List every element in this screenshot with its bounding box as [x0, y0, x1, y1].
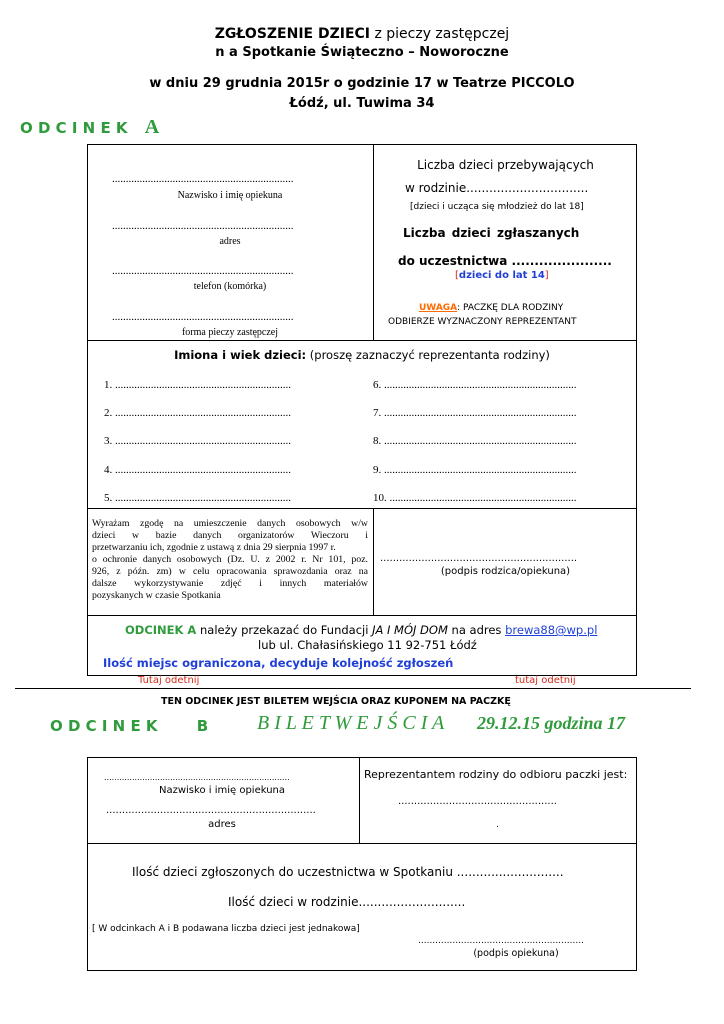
children-count-field[interactable]: w rodzinie................................ [405, 181, 589, 195]
age-limit-text: dzieci do lat 14 [458, 270, 545, 281]
header-line-2: n a Spotkanie Świąteczno – Noworoczne [215, 45, 509, 60]
care-form-caption: forma pieczy zastępczej [181, 327, 279, 338]
registered-count-note [455, 270, 549, 281]
header-title-bold: ZGŁOSZENIE DZIECI [214, 26, 371, 42]
child-entry-3[interactable]: 3. ................................................................ [104, 435, 291, 448]
child-entry-10[interactable]: 10. .................................................................... [373, 491, 577, 504]
warning-line-2: ODBIERZE WYZNACZONY REPREZENTANT [388, 317, 577, 327]
foundation-name: JA I MÓJ DOM [372, 623, 448, 637]
representative-field[interactable]: .................................................. [398, 796, 557, 807]
child-entry-6[interactable]: 6. ...................................................................... [373, 379, 577, 391]
children-heading [87, 348, 637, 362]
consent-line: o ochronie danych osobowych (Dz. U. z 2002 r. Nr 101, poz. [92, 554, 368, 565]
delivery-line-2: lub ul. Chałasińskiego 11 92-751 Łódź [258, 638, 477, 652]
warning-text: : PACZKĘ DLA RODZINY [457, 303, 564, 313]
ticket-date: 29.12.15 godzina 17 [477, 713, 626, 733]
section-a-letter: A [144, 116, 160, 138]
section-a-label [20, 116, 159, 139]
care-form-field[interactable]: .................................................................. [112, 311, 294, 323]
child-entry-2[interactable]: 2. ................................................................ [104, 407, 291, 420]
divider [373, 508, 374, 615]
parent-signature-field[interactable]: .............................................................. [380, 553, 578, 564]
delivery-label: ODCINEK A [125, 623, 197, 637]
divider [359, 757, 360, 843]
b-guardian-name-caption: Nazwisko i imię opiekuna [158, 785, 286, 796]
child-entry-8[interactable]: 8. ...................................................................... [373, 435, 577, 448]
delivery-text: należy przekazać do Fundacji [196, 623, 373, 637]
cut-here-left: Tutaj odetnij [138, 675, 200, 686]
children-heading-bold: Imiona i wiek dzieci: [174, 348, 307, 362]
header-line-4: Łódź, ul. Tuwima 34 [289, 96, 435, 111]
registered-count-label: Liczba dzieci zgłaszanych [403, 226, 580, 240]
count-equality-note: [ W odcinkach A i B podawana liczba dzieci jest jednakowa] [92, 924, 360, 934]
children-list-left [104, 371, 291, 512]
guardian-signature-caption: (podpis opiekuna) [473, 948, 559, 959]
guardian-name-field[interactable]: .................................................................. [112, 173, 294, 185]
warning-word: UWAGA [419, 303, 458, 313]
consent-line: dalsze wykorzystywanie zdjęć i innych materiałów [92, 578, 368, 589]
consent-text [92, 518, 368, 602]
representative-dot: . [496, 820, 499, 830]
child-entry-1[interactable]: 1. ................................................................ [104, 379, 291, 391]
divider [87, 340, 637, 341]
b-guardian-name-field[interactable]: ......................................................................... [104, 773, 290, 782]
section-b-letter: B [196, 717, 209, 735]
consent-line: Wyrażam zgodę na umieszczenie danych osobowych w/w [92, 518, 368, 529]
parent-signature-caption: (podpis rodzica/opiekuna) [440, 566, 571, 577]
children-count-label: Liczba dzieci przebywających [417, 158, 594, 172]
email-link[interactable]: brewa88@wp.pl [505, 623, 598, 637]
consent-line: przetwarzaniu ich, zgodnie z ustawą z dnia 29 sierpnia 1997 r. [92, 542, 336, 553]
b-address-field[interactable]: .................................................................. [106, 805, 316, 816]
b-registered-count[interactable]: Ilość dzieci zgłoszonych do uczestnictwa w Spotkaniu ............................ [132, 865, 564, 879]
header-line-1 [0, 26, 724, 42]
cut-line [15, 688, 691, 689]
address-caption: adres [219, 236, 241, 247]
child-entry-4[interactable]: 4. ................................................................ [104, 463, 291, 476]
children-heading-rest: (proszę zaznaczyć reprezentanta rodziny) [306, 348, 550, 362]
warning-line-1 [419, 303, 563, 313]
children-count-note: [dzieci i ucząca się młodzież do lat 18] [410, 202, 584, 212]
consent-line: 926, z późn. zm) w celu opracowania sprawozdania oraz na [92, 566, 368, 577]
divider [87, 843, 637, 844]
capacity-notice: Ilość miejsc ograniczona, decyduje kolejność zgłoszeń [103, 656, 454, 670]
child-entry-5[interactable]: 5. ................................................................ [104, 491, 291, 504]
guardian-signature-field[interactable]: .......................................................... [418, 936, 584, 946]
divider [87, 615, 637, 616]
phone-caption: telefon (komórka) [193, 281, 267, 292]
section-b-label-text: O D C I N E K [50, 717, 158, 735]
header-line-3: w dniu 29 grudnia 2015r o godzinie 17 w Teatrze PICCOLO [149, 76, 575, 91]
child-entry-9[interactable]: 9. ...................................................................... [373, 463, 577, 476]
registered-count-field[interactable]: do uczestnictwa ...................... [398, 254, 612, 268]
bracket: ] [544, 270, 549, 281]
section-b-label [50, 717, 208, 735]
divider [373, 144, 374, 340]
delivery-text: na adres [447, 623, 506, 637]
header-title-rest: z pieczy zastępczej [370, 26, 510, 42]
b-address-caption: adres [208, 819, 236, 830]
guardian-name-caption: Nazwisko i imię opiekuna [177, 190, 283, 201]
delivery-line-1 [125, 623, 597, 637]
b-children-count[interactable]: Ilość dzieci w rodzinie............................ [228, 895, 466, 909]
consent-line: pozyskanych w czasie Spotkania [92, 590, 221, 601]
section-a-label-text: O D C I N E K [20, 119, 128, 137]
bracket: [ [455, 270, 459, 281]
child-entry-7[interactable]: 7. ...................................................................... [373, 407, 577, 420]
representative-label: Reprezentantem rodziny do odbioru paczki jest: [364, 768, 628, 781]
cut-here-right: tutaj odetnij [515, 675, 576, 686]
consent-line: dzieci w bazie danych organizatorów Wieczoru i [92, 530, 368, 541]
phone-field[interactable]: .................................................................. [112, 265, 294, 277]
ticket-title: B I L E T W E J Ś C I A [257, 712, 445, 734]
ticket-note: TEN ODCINEK JEST BILETEM WEJŚCIA ORAZ KUPONEM NA PACZKĘ [161, 696, 511, 707]
address-field[interactable]: .................................................................. [112, 220, 294, 232]
children-list-right [373, 371, 577, 512]
